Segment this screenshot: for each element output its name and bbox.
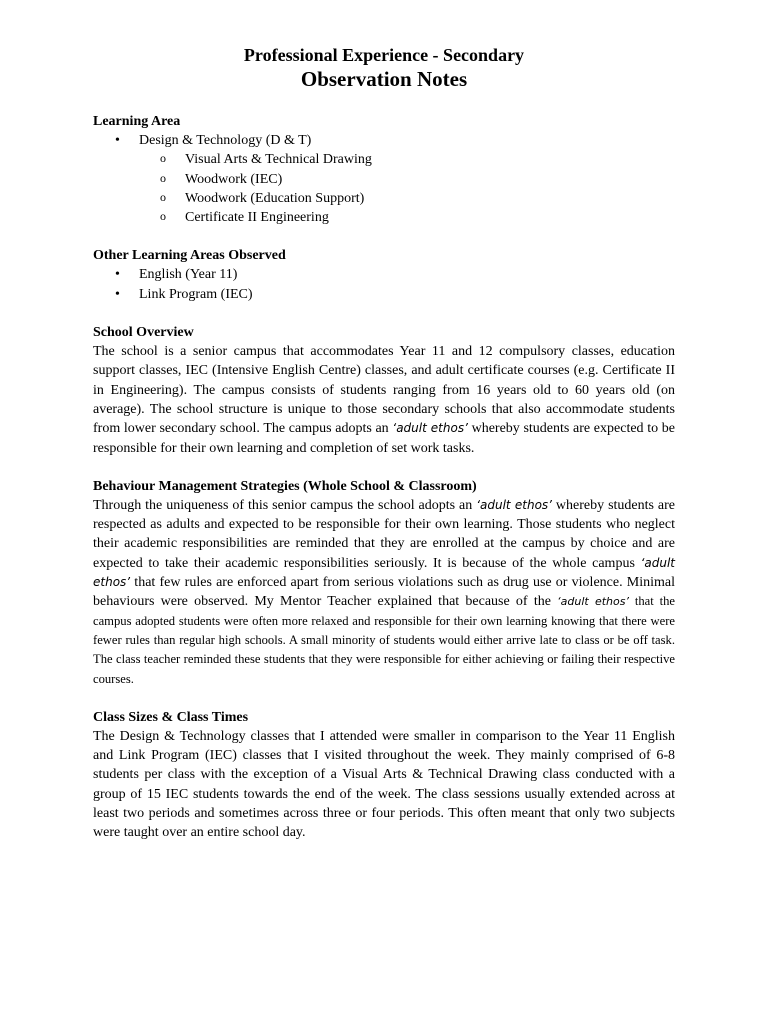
list-item: • English (Year 11) bbox=[93, 265, 675, 284]
school-overview-section bbox=[93, 323, 675, 458]
adult-ethos-term: ‘adult ethos’ bbox=[392, 421, 468, 436]
sub-list-item: o Visual Arts & Technical Drawing bbox=[93, 150, 675, 169]
adult-ethos-term: ‘adult ethos’ bbox=[557, 595, 629, 609]
list-item: • Design & Technology (D & T) bbox=[93, 131, 675, 150]
school-overview-paragraph: The school is a senior campus that accommodates Year 11 and 12 compulsory classes, education support classes, IEC (Intensive English Centre) classes, and adult certificate courses (e.g. Certificate II in Engineering). The campus consists of students ranging from 16 years old to 60 years old (on average). The school structure is unique to those secondary schools that also accommodate students from lower secondary school. The campus adopts an ‘adult ethos’ whereby students are expected to be responsible for their own learning and completion of set work tasks. bbox=[93, 344, 676, 456]
other-areas-list bbox=[93, 265, 675, 304]
behaviour-paragraph: Through the uniqueness of this senior campus the school adopts an ‘adult ethos’ whereby students are respected as adults and expected to be responsible for their own learning. Those students who neglect their academic responsibilities are reminded that they are enrolled at the campus by choice and are expected to take their academic responsibilities seriously. It is because of the whole campus ‘adult ethos’ that few rules are enforced apart from serious violations such as drug use or violence. Minimal behaviours were observed. My Mentor Teacher explained that because of the ‘adult ethos’ that the campus adopted students were often more relaxed and responsible for their own learning knowing that there were fewer rules than regular high schools. A small minority of students would either arrive late to class or be off task. The class teacher reminded these students that they were responsible for either achieving or failing their respective courses. bbox=[93, 497, 675, 686]
document-subtitle: Observation Notes bbox=[300, 67, 468, 91]
learning-area-list bbox=[93, 131, 675, 227]
behaviour-heading: Behaviour Management Strategies (Whole School & Classroom) bbox=[93, 478, 477, 494]
class-sizes-heading: Class Sizes & Class Times bbox=[93, 709, 249, 725]
learning-area-heading: Learning Area bbox=[93, 114, 181, 129]
sub-list-item: o Woodwork (Education Support) bbox=[93, 189, 675, 208]
sub-list-item: o Woodwork (IEC) bbox=[93, 170, 675, 189]
other-areas-heading: Other Learning Areas Observed bbox=[93, 248, 286, 264]
class-sizes-section bbox=[93, 708, 675, 843]
school-overview-heading: School Overview bbox=[93, 325, 194, 341]
document-page bbox=[93, 44, 675, 843]
other-areas-section bbox=[93, 246, 675, 304]
document-title: Professional Experience - Secondary bbox=[243, 45, 525, 65]
list-item: • Link Program (IEC) bbox=[93, 285, 675, 304]
sub-list-item: o Certificate II Engineering bbox=[93, 208, 675, 227]
adult-ethos-term: ‘adult ethos’ bbox=[93, 555, 675, 590]
class-sizes-paragraph: The Design & Technology classes that I attended were smaller in comparison to the Year 11 English and Link Program (IEC) classes that I visited throughout the week. They mainly comprised of 6-8 students per class with the exception of a Visual Arts & Technical Drawing class conducted with a group of 15 IEC students towards the end of the week. The class sessions usually extended across at least two periods and sometimes across three or four periods. This often meant that only two subjects were taught over an entire school day. bbox=[93, 728, 675, 841]
behaviour-section bbox=[93, 477, 675, 689]
adult-ethos-term: ‘adult ethos’ bbox=[476, 497, 552, 512]
learning-area-section bbox=[93, 112, 675, 227]
